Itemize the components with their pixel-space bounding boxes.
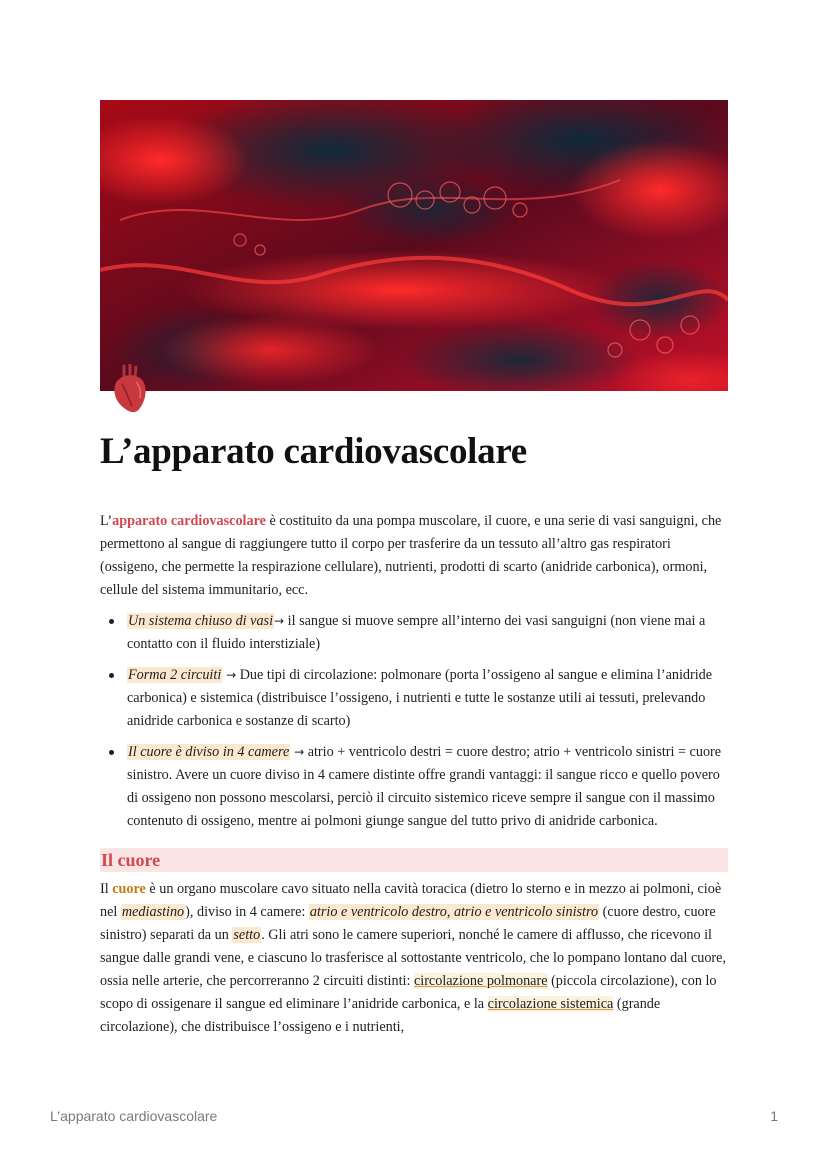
bullet-list [100, 610, 728, 833]
footer-title: L’apparato cardiovascolare [50, 1108, 218, 1124]
key-term: apparato cardiovascolare [112, 513, 266, 529]
list-item: Forma 2 circuiti → Due tipi di circolazione: polmonare (porta l’ossigeno al sangue e elimina l’anidride carbonica) e sistemica (distribuisce l’ossigeno, i nutrienti e tutte le sostanze utili ai tessuti, prelevando anidride carbonica e sostanze di scarto) [100, 664, 728, 733]
page-number: 1 [770, 1108, 778, 1124]
list-item: Un sistema chiuso di vasi→ il sangue si muove sempre all’interno dei vasi sanguigni (non viene mai a contatto con il fluido interstiziale) [100, 610, 728, 656]
key-term: cuore [112, 881, 146, 897]
list-item: Il cuore è diviso in 4 camere → atrio + ventricolo destri = cuore destro; atrio + ventricolo sinistri = cuore sinistro. Avere un cuore diviso in 4 camere distinte offre grandi vantaggi: il sangue ricco e quello povero di ossigeno non possono mescolarsi, perciò il circuito sistemico riceve sempre il sangue con il massimo contenuto di ossigeno, mentre ai polmoni giunge sangue del tutto privo di anidride carbonica. [100, 741, 728, 833]
cover-image [100, 100, 728, 391]
section-heading: Il cuore [100, 848, 728, 872]
anatomical-heart-icon [110, 364, 150, 416]
intro-paragraph: L’apparato cardiovascolare è costituito da una pompa muscolare, il cuore, e una serie di vasi sanguigni, che permettono al sangue di raggiungere tutto il corpo per trasferire da un tessuto all’altro gas respiratori (ossigeno, che permette la respirazione cellulare), nutrienti, prodotti di scarto (anidride carbonica), ormoni, cellule del sistema immunitario, ecc. [100, 513, 722, 598]
page-content [100, 420, 728, 1039]
page-title: L’apparato cardiovascolare [100, 431, 527, 472]
section-paragraph: Il cuore è un organo muscolare cavo situato nella cavità toracica (dietro lo sterno e in mezzo ai polmoni, cioè nel mediastino), diviso in 4 camere: atrio e ventricolo destro, atrio e ventricolo sinistro (cuore destro, cuore sinistro) separati da un setto. Gli atri sono le camere superiori, nonché le camere di afflusso, che ricevono il sangue dalle grandi vene, e ciascuno lo trasferisce al sottostante ventricolo, che lo pompano lontano dal cuore, ossia nelle arterie, che percorreranno 2 circuiti distinti: circolazione polmonare (piccola circolazione), con lo scopo di ossigenare il sangue ed eliminare l’anidride carbonica, e la circolazione sistemica (grande circolazione), che distribuisce l’ossigeno e i nutrienti, [100, 881, 727, 1035]
